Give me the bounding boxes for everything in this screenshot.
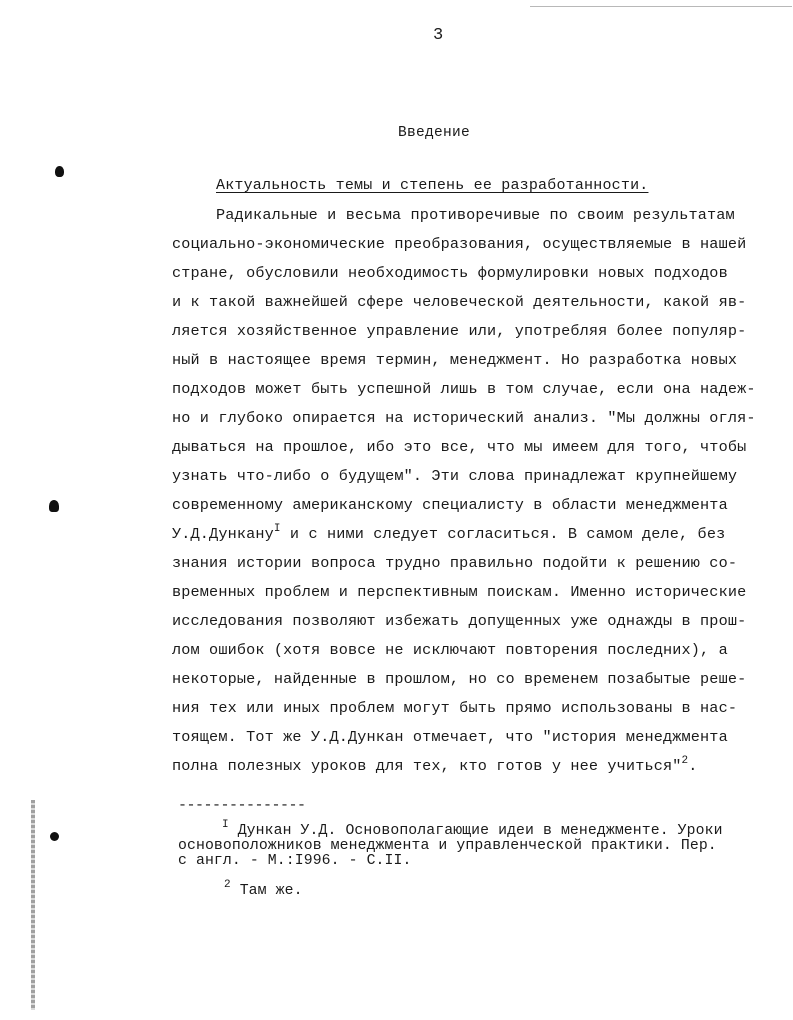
body-line: узнать что-либо о будущем". Эти слова принадлежат крупнейшему xyxy=(172,467,738,485)
footnote-ref-2: 2 xyxy=(681,755,689,767)
section-heading: Актуальность темы и степень ее разработанности. xyxy=(216,177,649,194)
body-line: временных проблем и перспективным поискам. Именно исторические xyxy=(172,583,747,601)
binding-hole-mark xyxy=(49,500,59,512)
body-line: тоящем. Тот же У.Д.Дункан отмечает, что "история менеджмента xyxy=(172,728,728,746)
page-number: 3 xyxy=(433,26,444,45)
body-line: лом ошибок (хотя вовсе не исключают повторения последних), а xyxy=(172,641,728,659)
footnote-ref-1: I xyxy=(273,523,281,535)
footnote-1-line: основоположников менеджмента и управленческой практики. Пер. xyxy=(178,838,717,854)
body-line: но и глубоко опирается на исторический анализ. "Мы должны огля- xyxy=(172,409,756,427)
footnote-2-line xyxy=(224,879,303,899)
body-line: исследования позволяют избежать допущенных уже однажды в прош- xyxy=(172,612,747,630)
body-line: социально-экономические преобразования, осуществляемые в нашей xyxy=(172,235,747,253)
body-line: ный в настоящее время термин, менеджмент. Но разработка новых xyxy=(172,351,738,369)
body-line-text: и с ними следует согласиться. В самом деле, без xyxy=(280,525,726,543)
body-line: современному американскому специалисту в области менеджмента xyxy=(172,496,728,514)
body-line: ляется хозяйственное управление или, употребляя более популяр- xyxy=(172,322,747,340)
footnote-1-text: Дункан У.Д. Основополагающие идеи в менеджменте. Уроки xyxy=(237,823,723,839)
body-line-with-footnote-ref xyxy=(172,757,698,775)
body-line-text: полна полезных уроков для тех, кто готов у нее учиться" xyxy=(172,757,682,775)
binding-hole-mark xyxy=(50,832,59,841)
scan-binding-edge xyxy=(31,800,35,1010)
page-edge-line xyxy=(530,6,792,7)
body-line-text: У.Д.Дункану xyxy=(172,525,274,543)
footnote-2-text: Там же. xyxy=(239,883,303,899)
footnote-2-marker: 2 xyxy=(224,879,231,891)
body-line: ния тех или иных проблем могут быть прямо использованы в нас- xyxy=(172,699,738,717)
binding-hole-mark xyxy=(55,166,64,177)
body-line: некоторые, найденные в прошлом, но со временем позабытые реше- xyxy=(172,670,747,688)
body-line: подходов может быть успешной лишь в том случае, если она надеж- xyxy=(172,380,756,398)
page-title: Введение xyxy=(398,125,471,141)
footnote-1-marker: I xyxy=(222,819,229,831)
body-line: знания истории вопроса трудно правильно подойти к решению со- xyxy=(172,554,738,572)
body-line: дываться на прошлое, ибо это все, что мы имеем для того, чтобы xyxy=(172,438,747,456)
body-line: стране, обусловили необходимость формулировки новых подходов xyxy=(172,264,728,282)
body-line: Радикальные и весьма противоречивые по своим результатам xyxy=(216,206,735,224)
footnote-1-line: с англ. - М.:I996. - С.II. xyxy=(178,853,412,869)
body-line: и к такой важнейшей сфере человеческой деятельности, какой яв- xyxy=(172,293,747,311)
footnote-1-line xyxy=(222,819,723,839)
body-line-text: . xyxy=(688,757,698,775)
body-line-with-footnote-ref xyxy=(172,525,725,543)
footnote-separator: --------------- xyxy=(178,797,306,814)
